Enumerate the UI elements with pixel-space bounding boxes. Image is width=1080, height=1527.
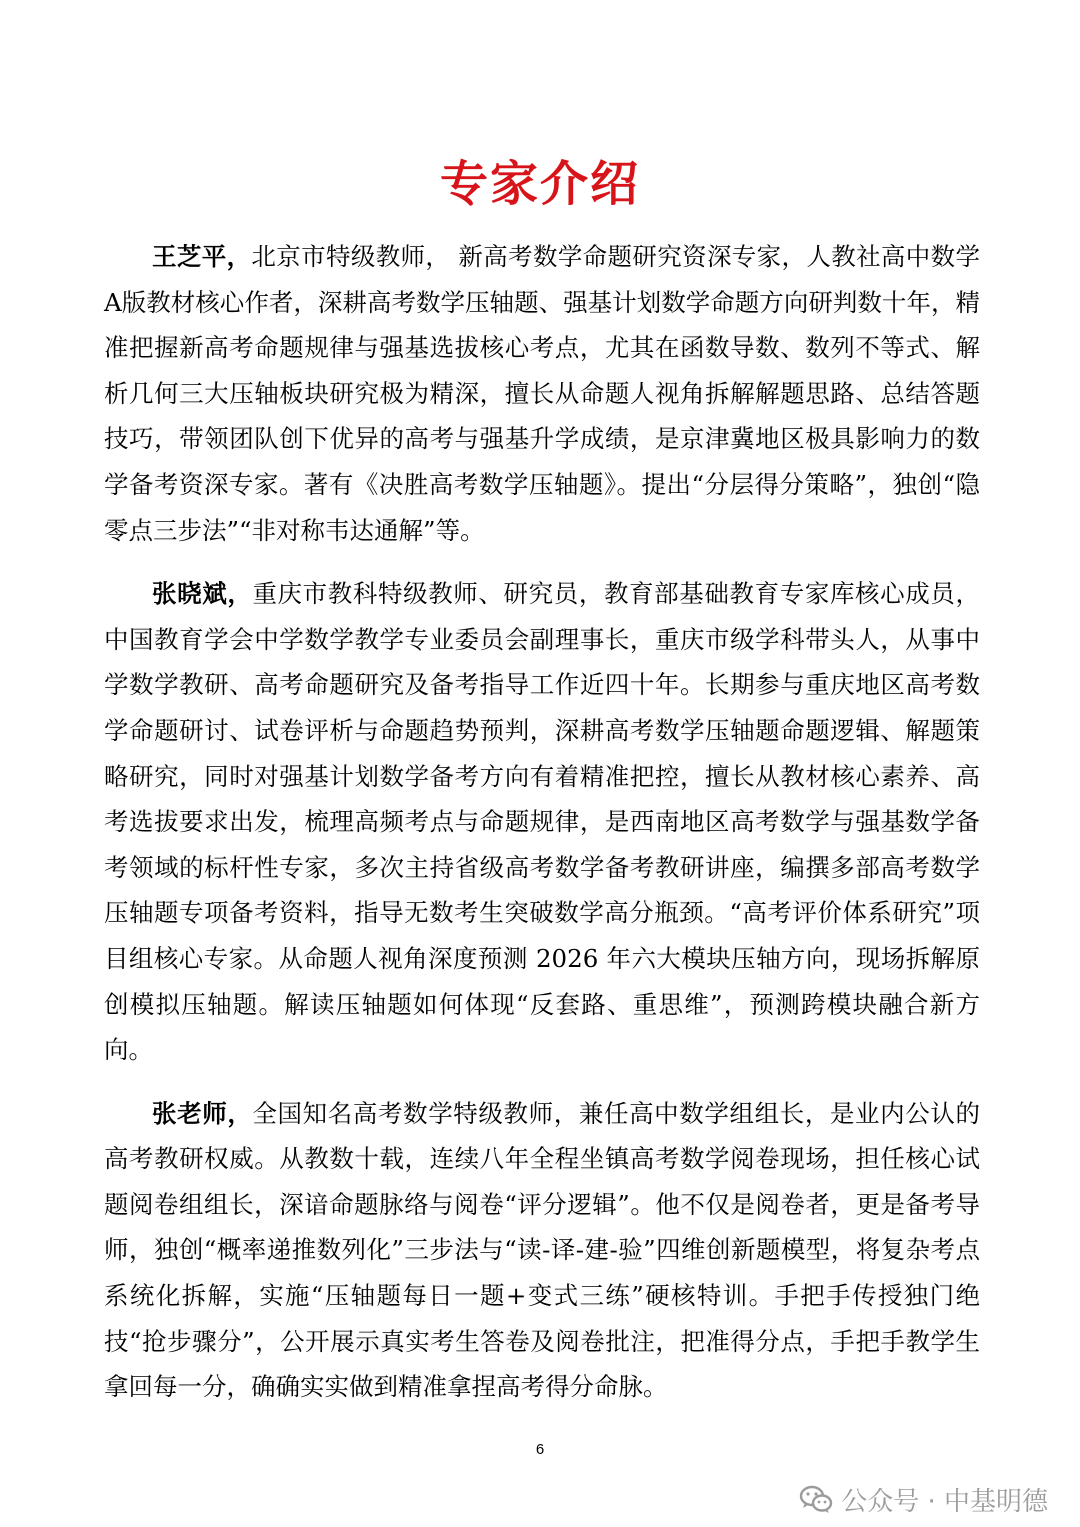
watermark-text: 公众号 · 中基明德 [841, 1486, 1048, 1517]
expert-list [104, 234, 980, 1428]
expert-bio: 重庆市教科特级教师、研究员，教育部基础教育专家库核心成员，中国教育学会中学数学教学专业委员会副理事长，重庆市级学科带头人，从事中学数学教研、高考命题研究及备考指导工作近四十年。长期参与重庆地区高考数学命题研讨、试卷评析与命题趋势预判，深耕高考数学压轴题命题逻辑、解题策略研究，同时对强基计划数学备考方向有着精准把控，擅长从教材核心素养、高考选拔要求出发，梳理高频考点与命题规律，是西南地区高考数学与强基数学备考领域的标杆性专家，多次主持省级高考数学备考教研讲座，编撰多部高考数学压轴题专项备考资料，指导无数考生突破数学高分瓶颈。“高考评价体系研究”项目组核心专家。从命题人视角深度预测 2026 年六大模块压轴方向，现场拆解原创模拟压轴题。解读压轴题如何体现“反套路、重思维”，预测跨模块融合新方向。 [104, 579, 980, 1065]
expert-name: 张晓斌， [152, 579, 253, 609]
expert-paragraph-1 [104, 234, 980, 553]
wechat-icon [799, 1484, 833, 1514]
page-title: 专家介绍 [439, 156, 640, 212]
watermark [799, 1481, 1048, 1517]
page-number: 6 [535, 1441, 545, 1458]
expert-name: 王芝平， [152, 242, 252, 271]
expert-bio: 全国知名高考数学特级教师，兼任高中数学组组长，是业内公认的高考教研权威。从教数十载，连续八年全程坐镇高考数学阅卷现场，担任核心试题阅卷组组长，深谙命题脉络与阅卷“评分逻辑”。他不仅是阅卷者，更是备考导师，独创“概率递推数列化”三步法与“读-译-建-验”四维创新题模型，将复杂考点系统化拆解，实施“压轴题每日一题+变式三练”硬核特训。手把手传授独门绝技“抢步骤分”，公开展示真实考生答卷及阅卷批注，把准得分点，手把手教学生拿回每一分，确确实实做到精准拿捏高考得分命脉。 [104, 1098, 980, 1402]
expert-bio: 北京市特级教师， 新高考数学命题研究资深专家，人教社高中数学A版教材核心作者，深耕高考数学压轴题、强基计划数学命题方向研判数十年，精准把握新高考命题规律与强基选拔核心考点，尤其在函数导数、数列不等式、解析几何三大压轴板块研究极为精深，擅长从命题人视角拆解解题思路、总结答题技巧，带领团队创下优异的高考与强基升学成绩，是京津冀地区极具影响力的数学备考资深专家。著有《决胜高考数学压轴题》。提出“分层得分策略”，独创“隐零点三步法”“非对称韦达通解”等。 [104, 242, 980, 545]
expert-paragraph-2 [104, 571, 980, 1073]
expert-name: 张老师， [152, 1098, 253, 1128]
expert-paragraph-3 [104, 1091, 980, 1410]
